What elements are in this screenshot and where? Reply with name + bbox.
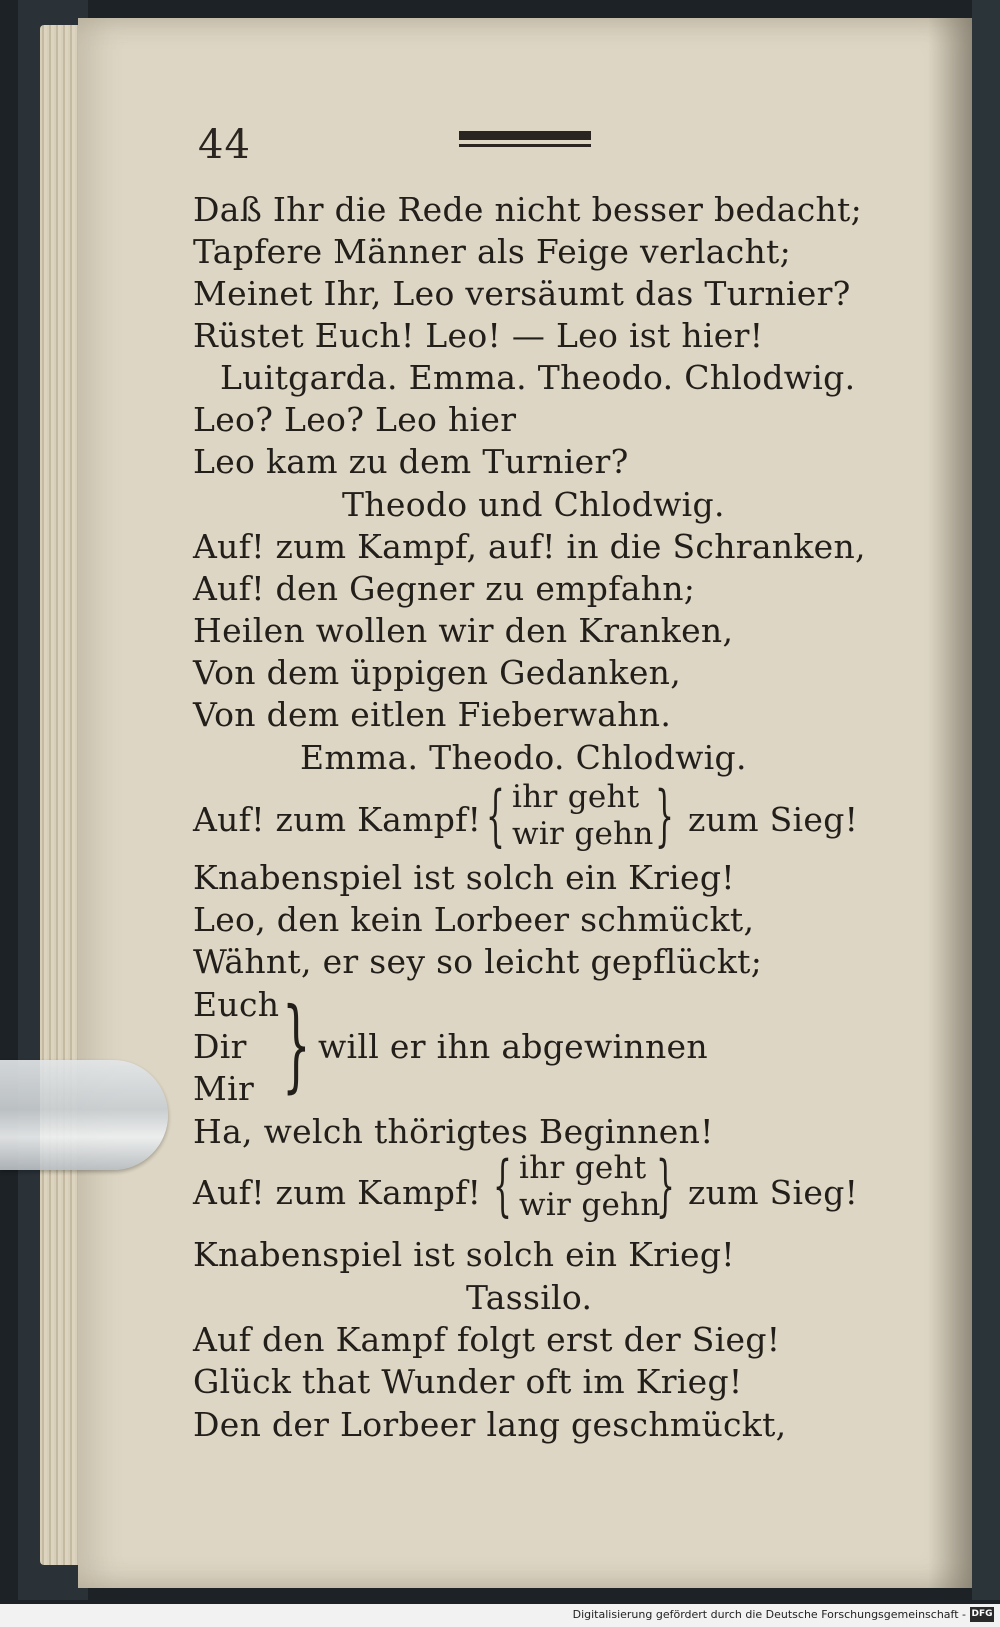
dfg-logo: DFG [970, 1607, 994, 1622]
speaker-line: Luitgarda. Emma. Theodo. Chlodwig. [220, 358, 856, 397]
speaker-line: Emma. Theodo. Chlodwig. [300, 738, 747, 777]
choice-lead: Auf! zum Kampf! [193, 800, 482, 839]
choice-tail: zum Sieg! [688, 1173, 859, 1212]
page-holder-clip [0, 1060, 168, 1170]
choice-lead: Auf! zum Kampf! [193, 1173, 482, 1212]
text-line: Von dem eitlen Fieberwahn. [193, 695, 672, 734]
text-line: Wähnt, er sey so leicht gepflückt; [193, 942, 763, 981]
text-line: Tapfere Männer als Feige verlacht; [193, 232, 792, 271]
left-brace: { [486, 777, 505, 854]
choice-option: Euch [193, 985, 280, 1024]
choice-option: Mir [193, 1069, 255, 1108]
text-line: Knabenspiel ist solch ein Krieg! [193, 1235, 735, 1274]
text-line: Leo kam zu dem Turnier? [193, 442, 629, 481]
choice-option: Dir [193, 1027, 247, 1066]
text-line: Meinet Ihr, Leo versäumt das Turnier? [193, 274, 851, 313]
text-line: Leo, den kein Lorbeer schmückt, [193, 900, 755, 939]
text-line: Von dem üppigen Gedanken, [193, 653, 682, 692]
speaker-line: Tassilo. [466, 1278, 593, 1317]
choice-option: wir gehn [519, 1187, 661, 1223]
book-spine-edge [972, 0, 1000, 1600]
text-line: Auf den Kampf folgt erst der Sieg! [193, 1320, 781, 1359]
text-line: Heilen wollen wir den Kranken, [193, 611, 734, 650]
right-brace: } [656, 1147, 675, 1224]
choice-option: ihr geht [519, 1150, 647, 1186]
digitization-footer [0, 1604, 1000, 1627]
right-brace: } [655, 777, 674, 854]
page-number: 44 [198, 122, 251, 168]
text-line: Knabenspiel ist solch ein Krieg! [193, 858, 735, 897]
text-line: Rüstet Euch! Leo! — Leo ist hier! [193, 316, 764, 355]
choice-tail: will er ihn abgewinnen [318, 1027, 708, 1066]
text-line: Den der Lorbeer lang geschmückt, [193, 1405, 787, 1444]
text-line: Leo? Leo? Leo hier [193, 400, 517, 439]
text-line: Glück that Wunder oft im Krieg! [193, 1362, 743, 1401]
text-line: Auf! den Gegner zu empfahn; [193, 569, 696, 608]
text-line: Daß Ihr die Rede nicht besser bedacht; [193, 190, 863, 229]
choice-option: ihr geht [512, 779, 640, 815]
text-line: Ha, welch thörigtes Beginnen! [193, 1112, 714, 1151]
choice-option: wir gehn [512, 816, 654, 852]
funding-credit-text: Digitalisierung gefördert durch die Deutsche Forschungsgemeinschaft - [572, 1608, 966, 1621]
header-ornament-rule [459, 131, 591, 149]
page-gutter-shadow [928, 18, 973, 1588]
right-brace: } [282, 986, 311, 1103]
text-line: Auf! zum Kampf, auf! in die Schranken, [193, 527, 866, 566]
speaker-line: Theodo und Chlodwig. [342, 485, 725, 524]
choice-tail: zum Sieg! [688, 800, 859, 839]
left-brace: { [493, 1147, 512, 1224]
